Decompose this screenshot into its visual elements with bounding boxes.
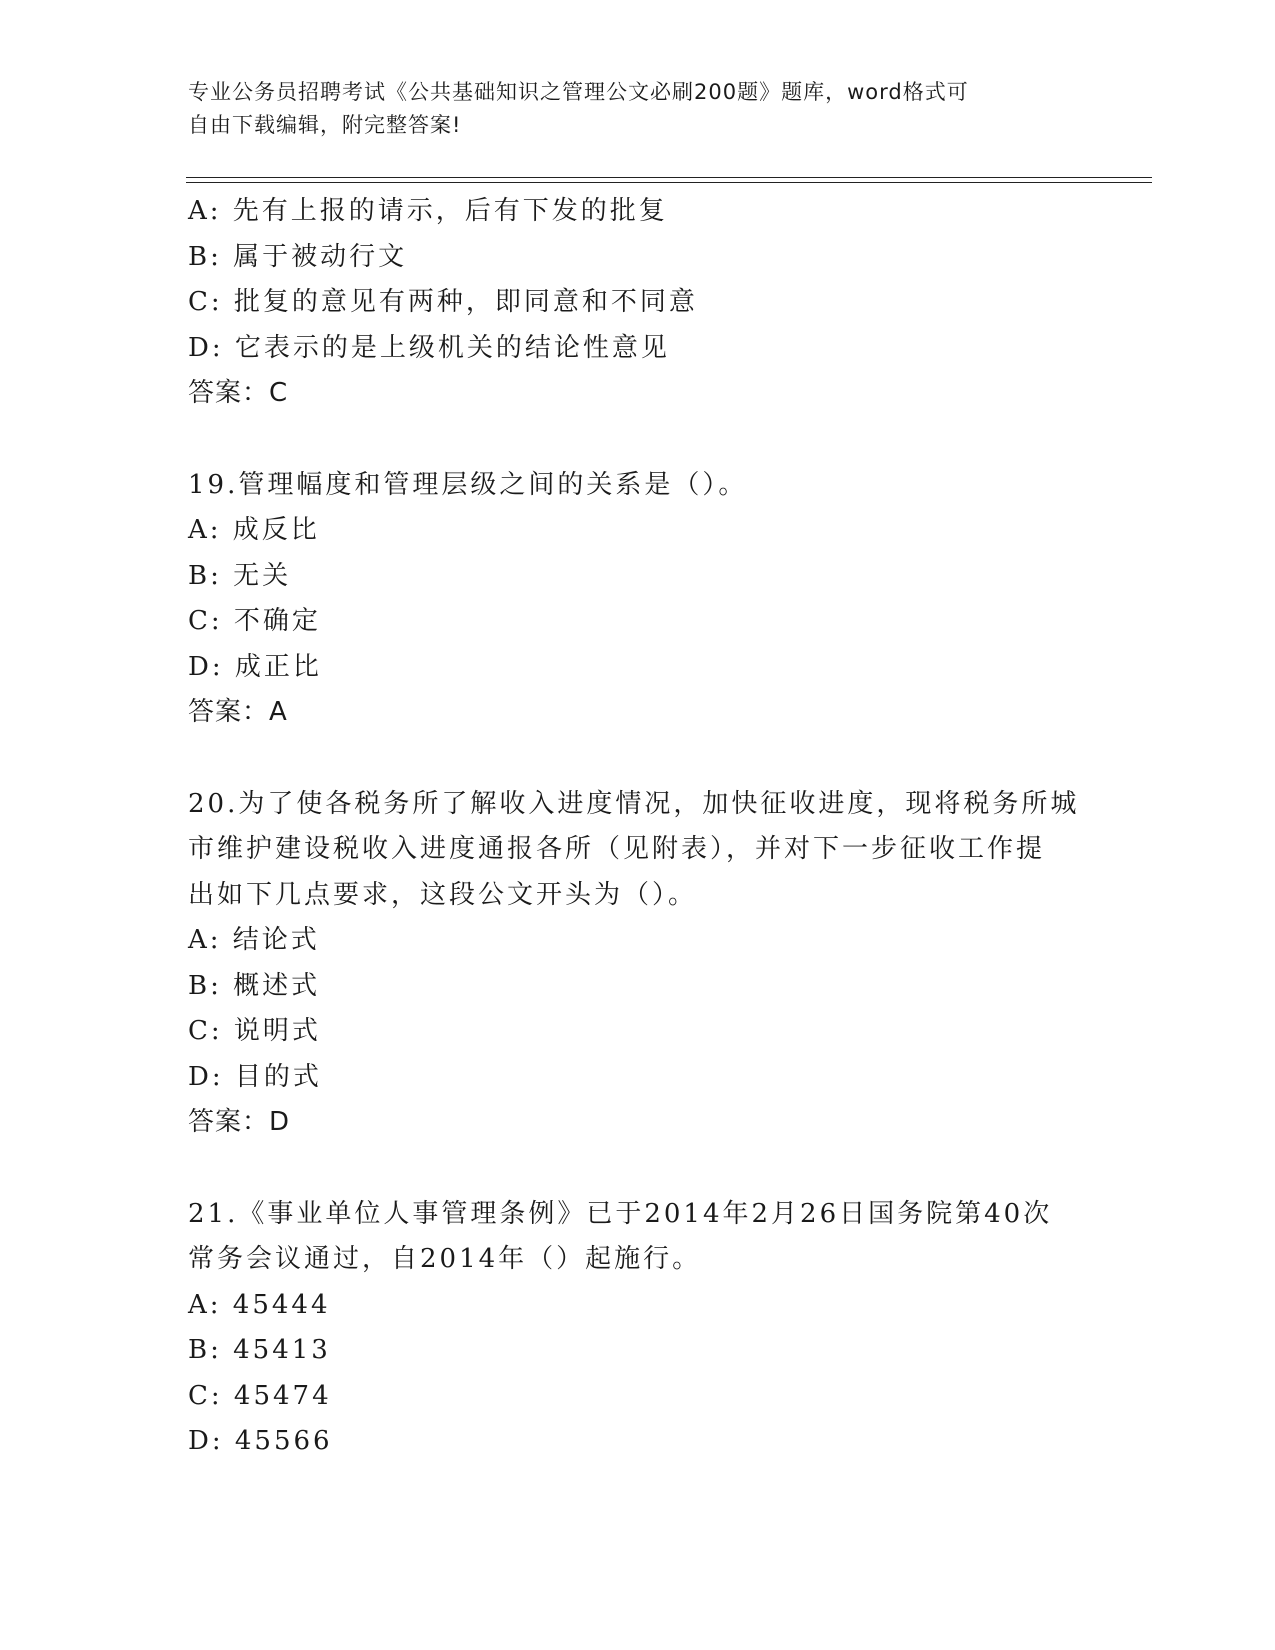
option-d: D: 45566 (188, 1426, 333, 1456)
option-b: B: 概述式 (188, 970, 321, 1001)
option-a: A: 结论式 (188, 925, 320, 955)
option-b: B: 属于被动行文 (188, 241, 408, 272)
spacer (188, 417, 1088, 463)
question-stem-line: 20.为了使各税务所了解收入进度情况，加快征收进度，现将税务所城 (188, 788, 1080, 819)
question-stem-line: 市维护建设税收入进度通报各所（见附表），并对下一步征收工作提 (188, 834, 1046, 864)
option-b: B: 45413 (188, 1335, 331, 1365)
option-d: D: 它表示的是上级机关的结论性意见 (188, 332, 670, 363)
question-18 (188, 189, 1088, 417)
spacer (188, 736, 1088, 782)
spacer (188, 1146, 1088, 1192)
header-line-2: 自由下载编辑，附完整答案! (188, 113, 462, 137)
question-21 (188, 1192, 1088, 1465)
option-b: B: 无关 (188, 560, 292, 591)
answer-text: 答案：C (188, 378, 289, 408)
option-a: A: 先有上报的请示，后有下发的批复 (188, 196, 668, 226)
question-19 (188, 463, 1088, 736)
option-a: A: 成反比 (188, 515, 320, 545)
option-c: C: 不确定 (188, 606, 321, 636)
option-d: D: 成正比 (188, 651, 322, 682)
option-c: C: 说明式 (188, 1016, 321, 1046)
question-stem-line: 出如下几点要求，这段公文开头为（）。 (188, 879, 698, 910)
option-a: A: 45444 (188, 1289, 331, 1320)
option-c: C: 批复的意见有两种，即同意和不同意 (188, 287, 698, 317)
answer-text: 答案：D (188, 1107, 291, 1137)
header-rule-top (186, 177, 1152, 178)
question-list (188, 189, 1088, 1465)
header-rule-bottom (186, 182, 1152, 183)
header-line-1: 专业公务员招聘考试《公共基础知识之管理公文必刷200题》题库，word格式可 (188, 80, 969, 104)
question-20 (188, 782, 1088, 1146)
question-stem-line: 21.《事业单位人事管理条例》已于2014年2月26日国务院第40次 (188, 1198, 1053, 1229)
question-stem-line: 常务会议通过，自2014年（）起施行。 (188, 1244, 702, 1274)
question-stem-line: 19.管理幅度和管理层级之间的关系是（）。 (188, 469, 748, 500)
option-c: C: 45474 (188, 1380, 332, 1411)
option-d: D: 目的式 (188, 1061, 322, 1092)
answer-text: 答案：A (188, 697, 288, 727)
document-header (188, 76, 1068, 142)
